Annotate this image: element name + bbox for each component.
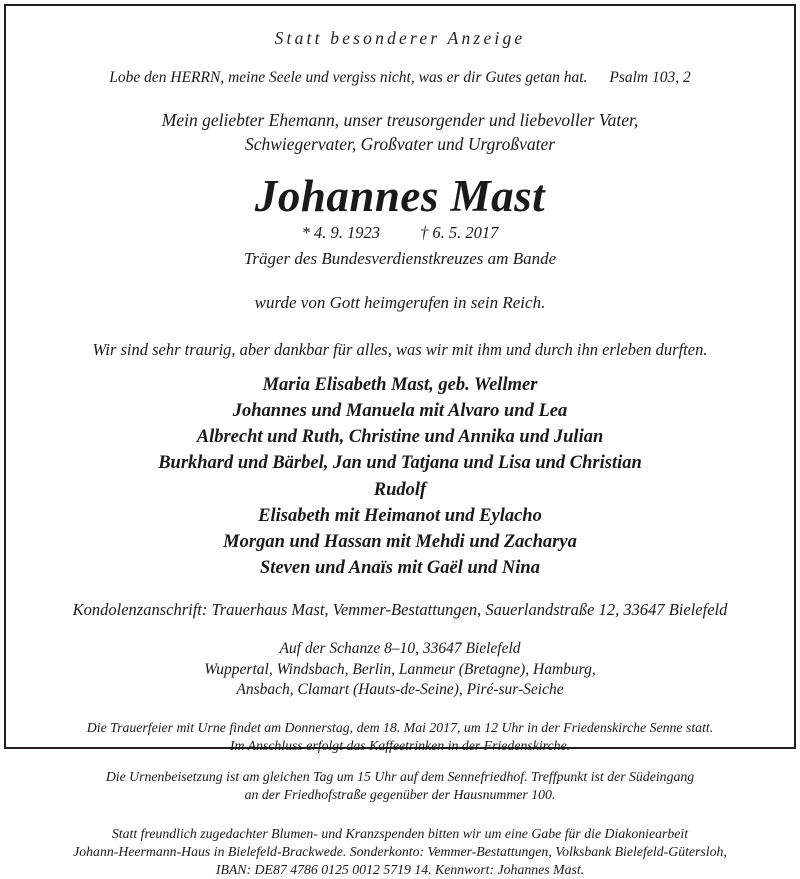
bible-verse-text: Lobe den HERRN, meine Seele und vergiss nicht, was er dir Gutes getan hat. — [109, 69, 588, 86]
relationship-intro-line: Mein geliebter Ehemann, unser treusorgender und liebevoller Vater, — [161, 110, 639, 131]
donation-line: Johann-Heermann-Haus in Bielefeld-Brackwede. Sonderkonto: Vemmer-Bestattungen, Volksbank Bielefeld-Gütersloh, — [73, 843, 727, 859]
service-line: Im Anschluss erfolgt das Kaffeetrinken in der Friedenskirche. — [229, 737, 571, 753]
death-date: † 6. 5. 2017 — [420, 222, 499, 242]
grief-statement: Wir sind sehr traurig, aber dankbar für alles, was wir mit ihm und durch ihn erleben durften. — [92, 339, 708, 359]
family-member-line: Rudolf — [373, 479, 427, 500]
family-member-line: Johannes und Manuela mit Alvaro und Lea — [232, 400, 568, 421]
family-list — [26, 372, 774, 582]
service-details — [26, 719, 774, 805]
service-line: Die Trauerfeier mit Urne findet am Donnerstag, dem 18. Mai 2017, um 12 Uhr in der Friedenskirche Senne statt. — [86, 719, 714, 735]
address-line: Auf der Schanze 8–10, 33647 Bielefeld — [279, 640, 521, 658]
family-member-line: Morgan und Hassan mit Mehdi und Zacharya — [223, 532, 577, 553]
family-member-line: Steven und Anaïs mit Gaël und Nina — [260, 558, 540, 579]
service-line: Die Urnenbeisetzung ist am gleichen Tag um 15 Uhr auf dem Sennefriedhof. Treffpunkt ist der Südeingang — [105, 769, 695, 785]
service-line: an der Friedhofstraße gegenüber der Hausnummer 100. — [244, 787, 556, 803]
address-line: Ansbach, Clamart (Hauts-de-Seine), Piré-sur-Seiche — [236, 681, 564, 699]
death-notice-body — [4, 4, 796, 877]
family-member-line: Burkhard und Bärbel, Jan und Tatjana und Lisa und Christian — [158, 453, 642, 474]
donation-line: Statt freundlich zugedachter Blumen- und Kranzspenden bitten wir um eine Gabe für die Diakoniearbeit — [111, 825, 689, 841]
deceased-name: Johannes Mast — [254, 170, 546, 221]
birth-date: * 4. 9. 1923 — [301, 222, 380, 242]
called-home-text: wurde von Gott heimgerufen in sein Reich. — [254, 293, 546, 313]
donation-iban-line: IBAN: DE87 4786 0125 0012 5719 14. Kennwort: Johannes Mast. — [215, 862, 585, 877]
address-line: Wuppertal, Windsbach, Berlin, Lanmeur (Bretagne), Hamburg, — [204, 660, 596, 678]
funeral-service-info — [26, 719, 774, 755]
donation-request — [26, 825, 774, 879]
bible-verse — [26, 68, 774, 88]
bible-verse-reference: Psalm 103, 2 — [609, 69, 691, 86]
family-member-line: Elisabeth mit Heimanot und Eylacho — [258, 505, 542, 526]
family-member-line: Maria Elisabeth Mast, geb. Wellmer — [262, 374, 538, 395]
condolence-address: Kondolenzanschrift: Trauerhaus Mast, Vemmer-Bestattungen, Sauerlandstraße 12, 33647 Bielefeld — [72, 599, 728, 619]
burial-info — [26, 768, 774, 804]
life-dates — [26, 223, 774, 243]
relationship-intro — [26, 109, 774, 155]
honor-text: Träger des Bundesverdienstkreuzes am Bande — [243, 248, 557, 268]
notice-headline: Statt besonderer Anzeige — [274, 28, 526, 48]
relationship-intro-line: Schwiegervater, Großvater und Urgroßvater — [244, 133, 556, 154]
family-member-line: Albrecht und Ruth, Christine und Annika und Julian — [196, 427, 604, 448]
residence-addresses — [26, 639, 774, 700]
